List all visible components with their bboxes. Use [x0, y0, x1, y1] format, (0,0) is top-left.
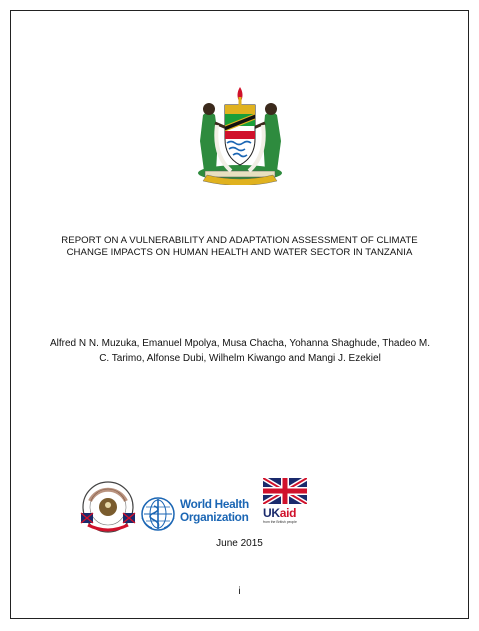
who-name [180, 498, 262, 524]
report-title [20, 235, 459, 259]
who-name-line-2: Organization [180, 510, 249, 524]
who-emblem-icon [140, 496, 176, 532]
report-date: June 2015 [216, 538, 263, 549]
authors-line-2: C. Tarimo, Alfonse Dubi, Wilhelm Kiwango and Mangi J. Ezekiel [99, 353, 381, 364]
report-title-line-2: CHANGE IMPACTS ON HUMAN HEALTH AND WATER SECTOR IN TANZANIA [66, 247, 413, 258]
report-title-line-1: REPORT ON A VULNERABILITY AND ADAPTATION ASSESSMENT OF CLIMATE [61, 235, 418, 246]
ukaid-tagline: from the British people [263, 520, 297, 524]
coat-of-arms-icon [185, 85, 295, 185]
who-logo [140, 496, 260, 532]
ministry-seal-icon [78, 479, 138, 535]
ukaid-wordmark [263, 507, 307, 519]
authors-line-1: Alfred N N. Muzuka, Emanuel Mpolya, Musa Chacha, Yohanna Shaghude, Thadeo M. [49, 338, 431, 349]
ukaid-logo [263, 478, 307, 526]
union-flag-icon [263, 478, 307, 504]
authors [40, 336, 440, 366]
page-number: i [238, 586, 241, 597]
who-name-line-1: World Health [180, 497, 249, 511]
ukaid-aid: aid [279, 506, 297, 520]
ukaid-uk: UK [263, 506, 280, 520]
